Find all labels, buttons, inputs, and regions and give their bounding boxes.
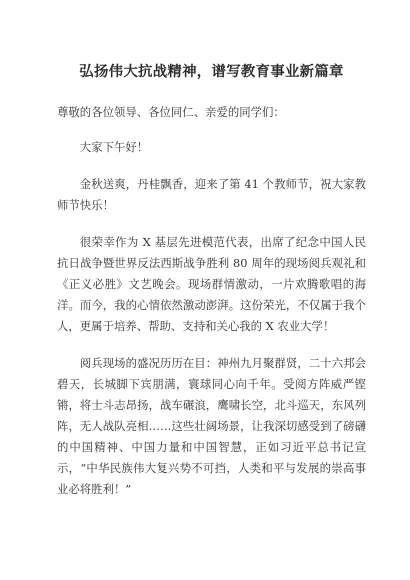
salutation: 尊敬的各位领导、各位同仁、亲爱的同学们： (57, 105, 285, 119)
document-title: 弘扬伟大抗战精神，谱写教育事业新篇章 (79, 64, 344, 80)
paragraph-parade-scene: 阅兵现场的盛况历历在目：神州九月聚群贤，二十六邦会碧天，长城脚下宾朋满，寰球同心向千年。受阅方阵威严铿锵，将士斗志昂扬，战车碾浪，鹰啸长空，北斗巡天，东风列阵，无人战队亮相……这些壮阔场景，让我深切感受到了磅礴的中国精神、中国力量和中国智慧，正如习近平总书记宣示，“中华民族伟大复兴势不可挡，人类和平与发展的崇高事业必将胜利！” (57, 356, 366, 496)
paragraph-teachers-day: 金秋送爽，丹桂飘香，迎来了第 41 个教师节，祝大家教师节快乐！ (57, 177, 366, 212)
paragraph-greeting: 大家下午好！ (79, 140, 149, 154)
paragraph-parade-honor: 很荣幸作为 X 基层先进模范代表，出席了纪念中国人民抗日战争暨世界反法西斯战争胜利 80 周年的现场阅兵观礼和《正义必胜》文艺晚会。现场群情激动，一片欢腾歌唱的海洋。而今，我的心情依然激动澎湃。这份荣光，不仅属于我个人，更属于培养、帮助、支持和关心我的 X 农业大学！ (57, 235, 366, 333)
